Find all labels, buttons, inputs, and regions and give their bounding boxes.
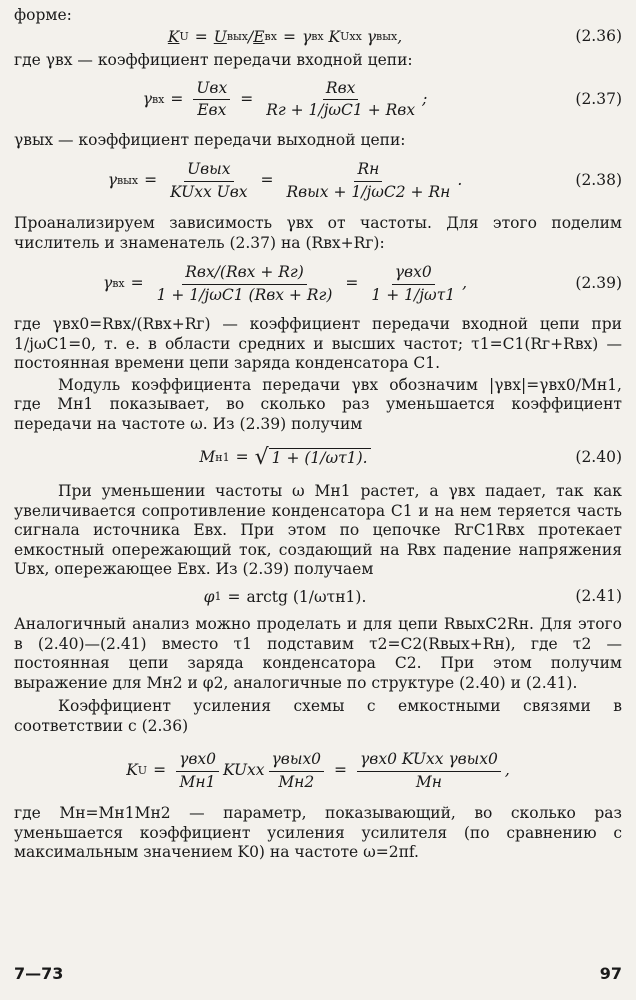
eq38-frac2 xyxy=(283,160,453,202)
eqK-lhs-sub: U xyxy=(137,764,148,778)
eq38-f1d: KUхх Uвх xyxy=(170,182,248,201)
eq38-f2d: Rвых + 1/jωC2 + Rн xyxy=(286,182,451,201)
text-gamma-in0-def: где γвх0=Rвх/(Rвх+Rг) — коэффициент передачи входной цепи при 1/jωC1=0, т. е. в области средних и высших частот; τ1=C1(Rг+Rвх) — постоянная времени цепи заряда конденсатора C1. xyxy=(14,315,622,373)
page-body xyxy=(14,6,622,863)
text-intro: форме: xyxy=(14,6,72,24)
eqK-eq2: = xyxy=(334,761,348,780)
page-number: 97 xyxy=(599,964,622,983)
page-footer xyxy=(14,964,622,984)
eqK-f3d: Mн xyxy=(415,772,442,791)
eq38-frac1 xyxy=(167,160,250,202)
eq40-lhs-sub: н1 xyxy=(215,451,230,465)
eq36-t4-sub: Uхх xyxy=(340,30,362,44)
text-mn-def: где Mн=Mн1Mн2 — параметр, показывающий, во сколько раз уменьшается коэффициент усиления усилителя (по сравнению с максимальным значением K0) на частоте ω=2πf. xyxy=(14,804,622,862)
text-gain: Коэффициент усиления схемы с емкостными связями в соответствии с (2.36) xyxy=(14,697,622,735)
sqrt-icon: √ xyxy=(254,445,269,471)
eq37-lhs: γ xyxy=(142,89,152,108)
eq36-eq: = xyxy=(194,27,208,46)
eq39-lhs-sub: вх xyxy=(112,277,125,291)
eq38-lhs: γ xyxy=(107,171,117,190)
equation-number: (2.37) xyxy=(575,89,622,108)
eq36-eq2: = xyxy=(282,27,296,46)
eq39-eq: = xyxy=(130,274,144,293)
eq39-frac1 xyxy=(154,263,336,305)
eq40-lhs: M xyxy=(199,448,216,467)
eq38-dot: . xyxy=(457,171,463,190)
eq37-f2n: Rвх xyxy=(323,79,358,101)
eq40-eq: = xyxy=(235,448,249,467)
equation-number: (2.41) xyxy=(575,587,622,606)
eqK-mid: KUхх xyxy=(222,761,265,780)
eq38-eq: = xyxy=(144,171,158,190)
eq36-lhs: K xyxy=(167,27,180,46)
eqK-frac1 xyxy=(176,750,219,792)
eq39-lhs: γ xyxy=(102,274,113,293)
eq36-t4: K xyxy=(328,27,341,46)
eq37-frac1 xyxy=(193,79,230,121)
text-output-circuit: Аналогичный анализ можно проделать и для цепи RвыхC2Rн. Для этого в (2.40)—(2.41) вместо τ1 подставим τ2=C2(Rвых+Rн), где τ2 — постоянная цепи заряда конденсатора C2. При этом получим выражение для Mн2 и φ2, аналогичные по структуре (2.40) и (2.41). xyxy=(14,615,622,692)
text-modulus: Модуль коэффициента передачи γвх обозначим |γвх|=γвх0/Mн1, где Mн1 показывает, во сколько раз уменьшается коэффициент передачи на частоте ω. Из (2.39) получим xyxy=(14,375,622,433)
eq36-lhs-sub: U xyxy=(179,30,189,44)
equation-number: (2.40) xyxy=(575,448,622,467)
text-gamma-in-def: где γвх — коэффициент передачи входной цепи: xyxy=(14,51,413,70)
equation-number: (2.38) xyxy=(575,171,622,190)
eq36-t3-sub: вх xyxy=(311,30,324,44)
eq38-eq2: = xyxy=(260,171,274,190)
eq36-t2: E xyxy=(253,27,265,46)
eq39-f1n: Rвх/(Rвх + Rг) xyxy=(182,263,307,285)
eqK-frac2 xyxy=(269,750,325,792)
text-gamma-out-def: γвых — коэффициент передачи выходной цепи: xyxy=(14,130,406,149)
eqK-f1n: γвх0 xyxy=(176,750,219,772)
eq41-lhs-sub: 1 xyxy=(214,590,222,604)
eq36-t5: γ xyxy=(366,27,377,46)
eq41-rhs: arctg (1/ωτн1). xyxy=(246,587,367,606)
eq36-comma: , xyxy=(397,27,403,46)
eq36-slash: / xyxy=(247,27,254,46)
text-analysis: Проанализируем зависимость γвх от частоты. Для этого поделим числитель и знаменатель (2.37) на (Rвх+Rг): xyxy=(14,214,622,252)
equation-number: (2.36) xyxy=(575,27,622,46)
eq36-t1: U xyxy=(213,27,227,46)
eq39-frac2 xyxy=(368,263,458,305)
eq37-frac2 xyxy=(263,79,418,121)
eq39-f1d: 1 + 1/jωC1 (Rвх + Rг) xyxy=(156,285,333,304)
eq41-eq: = xyxy=(227,587,241,606)
text-frequency-decrease: При уменьшении частоты ω Mн1 растет, а γвх падает, так как увеличивается сопротивление конденсатора C1 и на нем теряется часть сигнала источника Eвх. При этом по цепочке RгC1Rвх протекает емкостный опережающий ток, создающий на Rвх падение напряжения Uвх, опережающее Eвх. Из (2.39) получаем xyxy=(14,482,622,579)
eq37-eq: = xyxy=(170,89,184,108)
equation-number: (2.39) xyxy=(575,274,622,293)
eq39-eq2: = xyxy=(345,274,359,293)
signature-mark: 7—73 xyxy=(14,964,64,983)
equation-2-40 xyxy=(14,444,622,472)
eq37-lhs-sub: вх xyxy=(151,92,165,106)
eqK-comma: , xyxy=(504,761,510,780)
eq37-f1d: Eвх xyxy=(197,101,227,120)
eqK-f1d: Mн1 xyxy=(179,772,216,791)
equation-gain xyxy=(14,750,622,792)
eq38-lhs-sub: вых xyxy=(116,174,139,188)
eq37-f1n: Uвх xyxy=(193,79,230,101)
eqK-eq: = xyxy=(153,761,167,780)
eq39-f2d: 1 + 1/jωτ1 xyxy=(371,285,456,304)
equation-2-37 xyxy=(14,79,622,121)
eq37-f2d: Rг + 1/jωC1 + Rвх xyxy=(266,101,416,120)
eq37-semi: ; xyxy=(422,89,428,108)
eq36-t3: γ xyxy=(301,27,312,46)
equation-2-41 xyxy=(14,588,622,608)
eq36-t2-sub: вх xyxy=(264,30,277,44)
eq39-f2n: γвх0 xyxy=(392,263,435,285)
eq37-eq2: = xyxy=(240,89,254,108)
eq40-rhs: 1 + (1/ωτ1). xyxy=(269,448,371,469)
eqK-lhs: K xyxy=(126,761,138,780)
eq36-t1-sub: вых xyxy=(226,30,248,44)
eqK-f2n: γвых0 xyxy=(269,750,325,772)
eqK-f2d: Mн2 xyxy=(278,772,315,791)
eq38-f1n: Uвых xyxy=(184,160,233,182)
eq39-comma: , xyxy=(462,274,468,293)
eq41-lhs: φ xyxy=(203,587,215,606)
eqK-f3n: γвх0 KUхх γвых0 xyxy=(357,750,501,772)
equation-2-39 xyxy=(14,263,622,305)
equation-2-36 xyxy=(14,28,622,48)
eq38-f2n: Rн xyxy=(354,160,382,182)
equation-2-38 xyxy=(14,160,622,202)
eqK-frac3 xyxy=(357,750,501,792)
eq36-t5-sub: вых xyxy=(376,30,398,44)
